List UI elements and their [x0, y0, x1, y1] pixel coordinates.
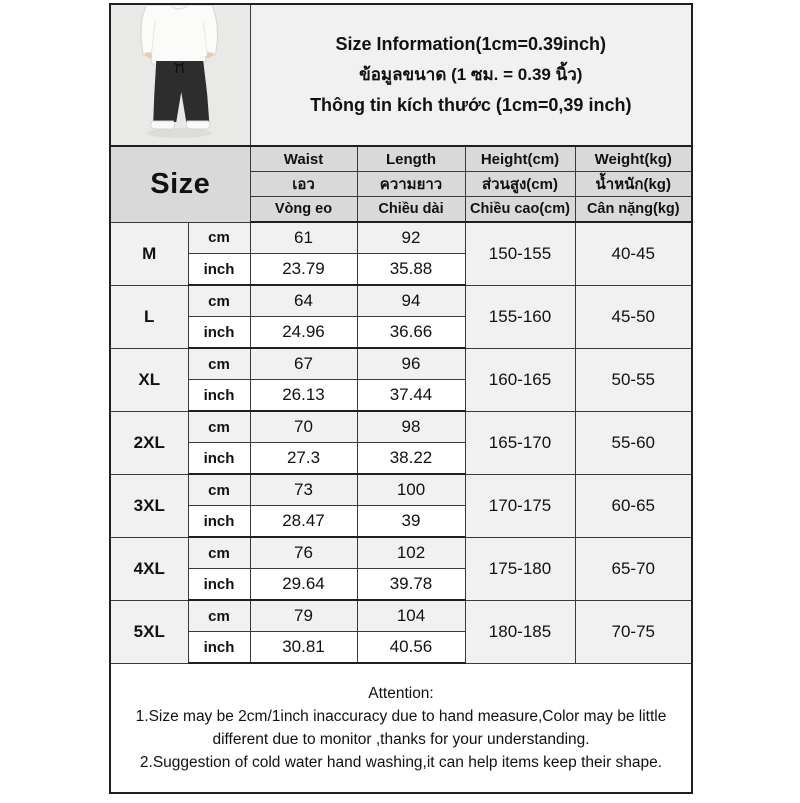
size-column-header: Size: [110, 146, 250, 222]
length-cm-value: 98: [357, 411, 465, 443]
size-name-4xl: 4XL: [110, 537, 188, 600]
waist-inch-value: 29.64: [250, 569, 357, 601]
unit-label-cm: cm: [188, 600, 250, 632]
length-cm-value: 104: [357, 600, 465, 632]
weight-range: 45-50: [575, 285, 692, 348]
waist-cm-value: 76: [250, 537, 357, 569]
attention-row: [110, 663, 692, 793]
height-range: 170-175: [465, 474, 575, 537]
weight-range: 50-55: [575, 348, 692, 411]
weight-range: 60-65: [575, 474, 692, 537]
weight-range: 65-70: [575, 537, 692, 600]
col-header-length-en: Length: [357, 146, 465, 172]
size-sheet: [109, 3, 691, 794]
unit-label-cm: cm: [188, 285, 250, 317]
waist-cm-value: 61: [250, 222, 357, 254]
size-table: [109, 3, 693, 794]
waist-inch-value: 24.96: [250, 317, 357, 349]
size-name-xl: XL: [110, 348, 188, 411]
height-range: 165-170: [465, 411, 575, 474]
col-header-weight-vi: Cân nặng(kg): [575, 197, 692, 223]
unit-label-inch: inch: [188, 317, 250, 349]
title-block: [250, 4, 692, 146]
size-name-l: L: [110, 285, 188, 348]
unit-label-cm: cm: [188, 537, 250, 569]
unit-label-inch: inch: [188, 254, 250, 286]
model-wearing-pants-photo: [111, 5, 250, 145]
product-photo-cell: [110, 4, 250, 146]
size-name-3xl: 3XL: [110, 474, 188, 537]
unit-label-cm: cm: [188, 222, 250, 254]
unit-label-cm: cm: [188, 474, 250, 506]
table-row: [110, 600, 692, 632]
attention-note-2: 2.Suggestion of cold water hand washing,it can help items keep their shape.: [139, 754, 663, 772]
waist-inch-value: 26.13: [250, 380, 357, 412]
size-name-2xl: 2XL: [110, 411, 188, 474]
weight-range: 55-60: [575, 411, 692, 474]
table-row: [110, 537, 692, 569]
height-range: 155-160: [465, 285, 575, 348]
unit-label-inch: inch: [188, 380, 250, 412]
length-inch-value: 40.56: [357, 632, 465, 664]
table-row: [110, 285, 692, 317]
height-range: 180-185: [465, 600, 575, 663]
col-header-waist-th: เอว: [250, 172, 357, 197]
col-header-height-en: Height(cm): [465, 146, 575, 172]
unit-label-inch: inch: [188, 632, 250, 664]
table-row: [110, 411, 692, 443]
length-cm-value: 92: [357, 222, 465, 254]
col-header-length-vi: Chiều dài: [357, 197, 465, 223]
page-root: [0, 3, 800, 803]
unit-label-inch: inch: [188, 506, 250, 538]
unit-label-cm: cm: [188, 348, 250, 380]
waist-cm-value: 73: [250, 474, 357, 506]
weight-range: 40-45: [575, 222, 692, 285]
length-inch-value: 36.66: [357, 317, 465, 349]
length-inch-value: 35.88: [357, 254, 465, 286]
weight-range: 70-75: [575, 600, 692, 663]
length-inch-value: 39: [357, 506, 465, 538]
col-header-weight-th: น้ำหนัก(kg): [575, 172, 692, 197]
height-range: 150-155: [465, 222, 575, 285]
unit-label-inch: inch: [188, 569, 250, 601]
col-header-height-th: ส่วนสูง(cm): [465, 172, 575, 197]
col-header-waist-vi: Vòng eo: [250, 197, 357, 223]
table-row: [110, 348, 692, 380]
table-row: [110, 222, 692, 254]
title-line-en: Size Information(1cm=0.39inch): [335, 34, 607, 55]
height-range: 175-180: [465, 537, 575, 600]
title-line-vi: Thông tin kích thước (1cm=0,39 inch): [310, 94, 632, 115]
size-name-m: M: [110, 222, 188, 285]
attention-heading: Attention:: [368, 684, 434, 702]
waist-cm-value: 79: [250, 600, 357, 632]
length-cm-value: 96: [357, 348, 465, 380]
height-range: 160-165: [465, 348, 575, 411]
unit-label-inch: inch: [188, 443, 250, 475]
length-cm-value: 94: [357, 285, 465, 317]
col-header-length-th: ความยาว: [357, 172, 465, 197]
waist-inch-value: 27.3: [250, 443, 357, 475]
length-inch-value: 39.78: [357, 569, 465, 601]
waist-cm-value: 70: [250, 411, 357, 443]
waist-cm-value: 67: [250, 348, 357, 380]
col-header-height-vi: Chiều cao(cm): [465, 197, 575, 223]
waist-cm-value: 64: [250, 285, 357, 317]
attention-box: [110, 663, 692, 793]
header-row-en: [110, 146, 692, 172]
size-name-5xl: 5XL: [110, 600, 188, 663]
waist-inch-value: 28.47: [250, 506, 357, 538]
waist-inch-value: 30.81: [250, 632, 357, 664]
length-cm-value: 100: [357, 474, 465, 506]
length-cm-value: 102: [357, 537, 465, 569]
unit-label-cm: cm: [188, 411, 250, 443]
waist-inch-value: 23.79: [250, 254, 357, 286]
length-inch-value: 37.44: [357, 380, 465, 412]
length-inch-value: 38.22: [357, 443, 465, 475]
attention-note-1: 1.Size may be 2cm/1inch inaccuracy due to hand measure,Color may be little different due to monitor ,thanks for your understanding.: [135, 707, 667, 748]
col-header-waist-en: Waist: [250, 146, 357, 172]
top-row: [110, 4, 692, 146]
title-line-th: ข้อมูลขนาด (1 ซม. = 0.39 นิ้ว): [359, 65, 583, 85]
col-header-weight-en: Weight(kg): [575, 146, 692, 172]
table-row: [110, 474, 692, 506]
